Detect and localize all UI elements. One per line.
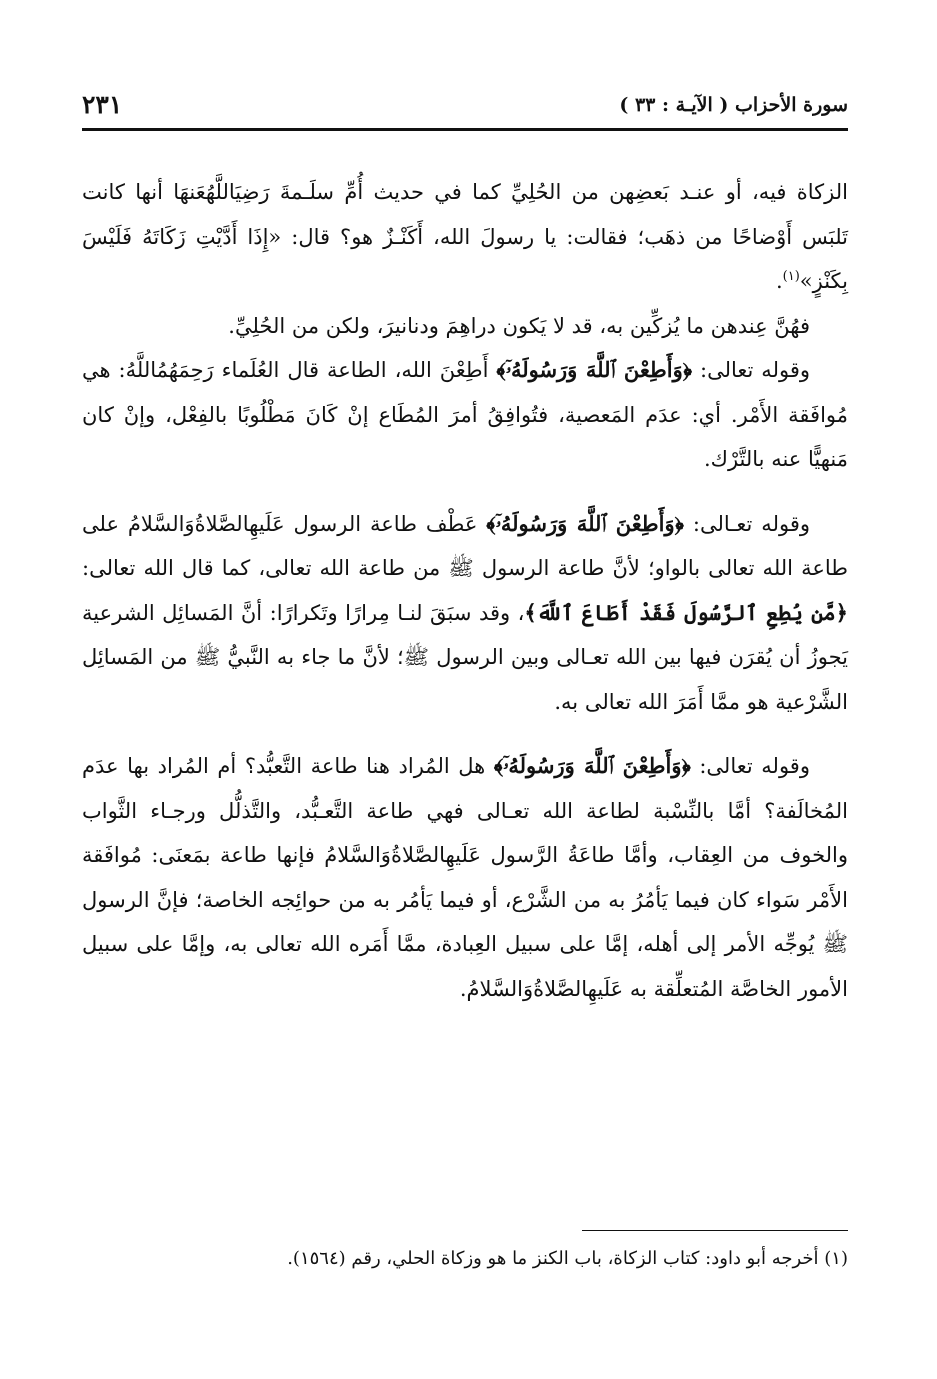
paragraph (82, 170, 848, 304)
text-run: . (775, 269, 783, 293)
text-run: ، وقد سبَقَ لنـا مِرارًا وتَكرارًا: أنَّ المَسائِل الشرعية يَجوزُ أن يُقرَن فيها بين الله تعـالى وبين الرسول ﷺ؛ لأنَّ ما جاء به النَّبيُّ ﷺ من المَسائِل الشَّرْعية هو ممَّا أَمَرَ الله تعالى به. (82, 600, 848, 714)
footnote-divider (582, 1230, 848, 1231)
paragraph (82, 348, 848, 482)
paragraph (82, 304, 848, 349)
page-header (82, 88, 848, 131)
paragraph (82, 502, 848, 725)
text-run: هل المُراد هنا طاعة التَّعبُّد؟ أم المُراد بها عدَم المُخالَفة؟ أمَّا بالنِّسْبة لطاعة الله تعـالى فهي طاعة التَّعـبُّد، والتَّذلُّل ورجـاء الثَّواب والخوف من العِقاب، وأمَّا طاعَةُ الرَّسول عَلَيهِالصَّلاةُوَالسَّلامُ فإنها طاعة بمَعنَى: مُوافَقة الأَمْر سَواء كان فيما يَأمُرُ به من الشَّرْع، أو فيما يَأمُر به من حوائِجه الخاصة؛ فإنَّ الرسول ﷺ يُوجِّه الأمر إلى أهله، إمَّا على سبيل العِبادة، ممَّا أَمَره الله تعالى به، وإمَّا على سبيل الأمور الخاصَّة المُتعلِّقة به عَلَيهِالصَّلاةُوَالسَّلامُ. (82, 754, 848, 1001)
text-run: وقوله تعالى: (690, 754, 810, 778)
text-run: الزكاة فيه، أو عنـد بَعضِهن من الحُلِيِّ كما في حديث أُمِّ سلَـمةَ رَضِيَاللَّهُعَنهَا أنها كانت تَلبَس أَوْضاحًا من ذهَب؛ فقالت: يا رسولَ الله، أَكَنْـزٌ هو؟ قال: «إِذَا أَدَّيْتِ زَكَاتَهُ فَلَيْسَ بِكَنْزٍ» (82, 180, 848, 293)
quran-verse: ﴿وَأَطِعْنَ ٱللَّهَ وَرَسُولَهُۥٓ﴾ (496, 357, 693, 382)
footnote: (١) أخرجه أبو داود: كتاب الزكاة، باب الكنز ما هو وزكاة الحلي، رقم (١٥٦٤). (287, 1248, 848, 1269)
text-run: فهُنَّ عِندهن ما يُزكِّين به، قد لا يَكون دراهِمَ ودنانيرَ، ولكن من الحُلِيِّ. (228, 313, 810, 338)
text-run: وقوله تعـالى: (683, 511, 810, 536)
text-run: أَطِعْنَ الله، الطاعة قال العُلَماء رَحِمَهُمُاللَّهُ: هي مُوافَقة الأَمْر. أي: عدَم المَعصية، فتُوافِقُ أمرَ المُطَاع إنْ كَانَ مَطْلُوبًا بالفِعْل، وإنْ كان مَنهيًّا عنه بالتَّرْك. (82, 358, 848, 471)
quran-verse: ﴿وَأَطِعْنَ ٱللَّهَ وَرَسُولَهُۥٓ﴾ (486, 510, 684, 536)
page-number: ٢٣١ (82, 90, 123, 119)
text-run: عَطْف طاعة الرسول عَلَيهِالصَّلاةُوَالسَّلامُ على طاعة الله تعالى بالواو؛ لأنَّ طاعة الرسول ﷺ من طاعة الله تعالى، كما قال الله تعالى: (82, 511, 848, 580)
paragraph (82, 744, 848, 1011)
footnote-reference: (١) (782, 269, 800, 284)
quran-verse: ﴿مَّن يُطِعِ ٱلرَّسُولَ فَقَدْ أَطَاعَ ٱللَّهَ﴾ (524, 599, 848, 625)
page-body (82, 170, 848, 1011)
chapter-title: ﺳﻮرة اﻷﺣﺰاب ( اﻵﻳـﺔ : ٣٣ ) (619, 94, 848, 116)
quran-verse: ﴿وَأَطِعْنَ ٱللَّهَ وَرَسُولَهُۥٓ﴾ (493, 753, 691, 778)
text-run: وقوله تعالى: (692, 358, 810, 382)
